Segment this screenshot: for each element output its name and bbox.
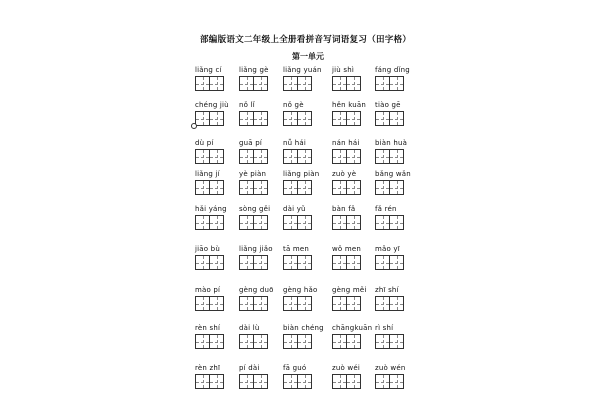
tianzige-cell[interactable]: [297, 76, 312, 91]
writing-box-group: [332, 215, 360, 230]
writing-box-group: [239, 374, 267, 389]
pinyin-label: rèn shí: [195, 324, 221, 332]
tianzige-cell[interactable]: [332, 215, 347, 230]
tianzige-cell[interactable]: [346, 180, 361, 195]
unit-title: 第一单元: [292, 51, 324, 61]
tianzige-cell[interactable]: [209, 374, 224, 389]
tianzige-cell[interactable]: [389, 215, 404, 230]
writing-box-group: [332, 149, 360, 164]
writing-box-group: [239, 111, 267, 126]
tianzige-cell[interactable]: [346, 296, 361, 311]
tianzige-cell[interactable]: [209, 255, 224, 270]
writing-box-group: [195, 76, 223, 91]
tianzige-cell[interactable]: [389, 76, 404, 91]
tianzige-cell[interactable]: [375, 76, 390, 91]
tianzige-cell[interactable]: [195, 76, 210, 91]
pinyin-label: nǚ hái: [283, 139, 306, 147]
tianzige-cell[interactable]: [253, 180, 268, 195]
tianzige-cell[interactable]: [346, 255, 361, 270]
tianzige-cell[interactable]: [283, 149, 298, 164]
tianzige-cell[interactable]: [209, 296, 224, 311]
writing-box-group: [375, 180, 403, 195]
writing-box-group: [283, 255, 311, 270]
tianzige-cell[interactable]: [375, 215, 390, 230]
writing-box-group: [375, 76, 403, 91]
tianzige-cell[interactable]: [253, 76, 268, 91]
tianzige-cell[interactable]: [195, 149, 210, 164]
tianzige-cell[interactable]: [195, 180, 210, 195]
pinyin-label: wǒ men: [332, 245, 361, 253]
tianzige-cell[interactable]: [195, 334, 210, 349]
tianzige-cell[interactable]: [283, 180, 298, 195]
tianzige-cell[interactable]: [195, 111, 210, 126]
tianzige-cell[interactable]: [209, 180, 224, 195]
tianzige-cell[interactable]: [239, 374, 254, 389]
tianzige-cell[interactable]: [253, 334, 268, 349]
tianzige-cell[interactable]: [375, 180, 390, 195]
tianzige-cell[interactable]: [239, 76, 254, 91]
tianzige-cell[interactable]: [283, 374, 298, 389]
writing-box-group: [195, 180, 223, 195]
tianzige-cell[interactable]: [375, 374, 390, 389]
tianzige-cell[interactable]: [332, 149, 347, 164]
pinyin-label: dù pí: [195, 139, 214, 147]
pinyin-label: mǎo yī: [375, 245, 400, 253]
writing-box-group: [375, 149, 403, 164]
tianzige-cell[interactable]: [195, 215, 210, 230]
tianzige-cell[interactable]: [283, 76, 298, 91]
tianzige-cell[interactable]: [239, 334, 254, 349]
writing-box-group: [375, 334, 403, 349]
writing-box-group: [195, 374, 223, 389]
writing-box-group: [239, 296, 267, 311]
tianzige-cell[interactable]: [239, 111, 254, 126]
tianzige-cell[interactable]: [346, 334, 361, 349]
writing-box-group: [375, 374, 403, 389]
pinyin-label: zuò wéi: [332, 364, 360, 372]
writing-box-group: [283, 296, 311, 311]
writing-box-group: [332, 296, 360, 311]
tianzige-cell[interactable]: [209, 215, 224, 230]
tianzige-cell[interactable]: [375, 255, 390, 270]
tianzige-cell[interactable]: [283, 296, 298, 311]
pinyin-label: chéng jiù: [195, 101, 229, 109]
tianzige-cell[interactable]: [332, 334, 347, 349]
writing-box-group: [195, 149, 223, 164]
tianzige-cell[interactable]: [346, 374, 361, 389]
writing-box-group: [195, 296, 223, 311]
tianzige-cell[interactable]: [195, 255, 210, 270]
tianzige-cell[interactable]: [389, 334, 404, 349]
pinyin-label: jiāo bù: [195, 245, 220, 253]
tianzige-cell[interactable]: [253, 296, 268, 311]
tianzige-cell[interactable]: [375, 296, 390, 311]
pinyin-label: liǎng piàn: [283, 170, 320, 178]
pinyin-label: yè piàn: [239, 170, 267, 178]
writing-box-group: [332, 334, 360, 349]
pinyin-label: nǒ lǐ: [239, 101, 255, 109]
tianzige-cell[interactable]: [332, 180, 347, 195]
writing-box-group: [195, 255, 223, 270]
pinyin-label: tiào gē: [375, 101, 401, 109]
tianzige-cell[interactable]: [346, 215, 361, 230]
tianzige-cell[interactable]: [389, 374, 404, 389]
writing-box-group: [375, 215, 403, 230]
tianzige-cell[interactable]: [209, 149, 224, 164]
pinyin-label: zhī shí: [375, 286, 399, 294]
tianzige-cell[interactable]: [283, 215, 298, 230]
writing-box-group: [332, 76, 360, 91]
writing-box-group: [195, 215, 223, 230]
tianzige-cell[interactable]: [297, 111, 312, 126]
writing-box-group: [195, 111, 223, 126]
tianzige-cell[interactable]: [332, 76, 347, 91]
pinyin-label: liǎng cí: [195, 66, 222, 74]
pinyin-label: zuò wén: [375, 364, 406, 372]
writing-box-group: [283, 149, 311, 164]
writing-box-group: [283, 76, 311, 91]
tianzige-cell[interactable]: [375, 111, 390, 126]
pinyin-label: sòng gěi: [239, 205, 271, 213]
tianzige-cell[interactable]: [346, 76, 361, 91]
tianzige-cell[interactable]: [389, 149, 404, 164]
pinyin-label: chāngkuān: [332, 324, 373, 332]
tianzige-cell[interactable]: [253, 111, 268, 126]
pinyin-label: nán hái: [332, 139, 360, 147]
tianzige-cell[interactable]: [297, 296, 312, 311]
tianzige-cell[interactable]: [332, 374, 347, 389]
tianzige-cell[interactable]: [239, 149, 254, 164]
tianzige-cell[interactable]: [209, 76, 224, 91]
tianzige-cell[interactable]: [239, 180, 254, 195]
writing-box-group: [332, 180, 360, 195]
pinyin-label: guā pí: [239, 139, 262, 147]
tianzige-cell[interactable]: [283, 111, 298, 126]
pinyin-label: tā men: [283, 245, 310, 253]
tianzige-cell[interactable]: [332, 296, 347, 311]
writing-box-group: [239, 215, 267, 230]
pinyin-label: mào pí: [195, 286, 221, 294]
tianzige-cell[interactable]: [297, 180, 312, 195]
tianzige-cell[interactable]: [253, 374, 268, 389]
tianzige-cell[interactable]: [195, 374, 210, 389]
pinyin-label: gèng měi: [332, 286, 367, 294]
tianzige-cell[interactable]: [283, 334, 298, 349]
tianzige-cell[interactable]: [253, 149, 268, 164]
tianzige-cell[interactable]: [346, 111, 361, 126]
pinyin-label: zuò yè: [332, 170, 357, 178]
tianzige-cell[interactable]: [195, 296, 210, 311]
tianzige-cell[interactable]: [283, 255, 298, 270]
pinyin-label: hǎi yáng: [195, 205, 227, 213]
pinyin-label: hěn kuān: [332, 101, 367, 109]
pinyin-label: bǎng wǎn: [375, 170, 411, 178]
writing-box-group: [195, 334, 223, 349]
writing-box-group: [239, 180, 267, 195]
tianzige-cell[interactable]: [389, 255, 404, 270]
pinyin-label: fáng dǐng: [375, 66, 410, 74]
pinyin-label: fǎ rén: [375, 205, 397, 213]
writing-box-group: [332, 111, 360, 126]
tianzige-cell[interactable]: [297, 334, 312, 349]
tianzige-cell[interactable]: [239, 215, 254, 230]
tianzige-cell[interactable]: [239, 255, 254, 270]
pinyin-label: liǎng jí: [195, 170, 220, 178]
pinyin-label: liǎng gè: [239, 66, 269, 74]
pinyin-label: dài lù: [239, 324, 260, 332]
writing-box-group: [283, 374, 311, 389]
pinyin-label: dài yǔ: [283, 205, 306, 213]
tianzige-cell[interactable]: [389, 296, 404, 311]
pinyin-label: rì shí: [375, 324, 394, 332]
tianzige-cell[interactable]: [332, 255, 347, 270]
pinyin-label: jiù shì: [332, 66, 354, 74]
pinyin-label: biàn huà: [375, 139, 408, 147]
writing-box-group: [375, 111, 403, 126]
tianzige-cell[interactable]: [253, 255, 268, 270]
tianzige-cell[interactable]: [346, 149, 361, 164]
writing-box-group: [375, 255, 403, 270]
tianzige-cell[interactable]: [389, 180, 404, 195]
tianzige-cell[interactable]: [297, 255, 312, 270]
pinyin-label: liǎng yuán: [283, 66, 322, 74]
tianzige-cell[interactable]: [253, 215, 268, 230]
exercise-row: [195, 364, 425, 414]
pinyin-label: gèng duō: [239, 286, 274, 294]
document-title: 部编版语文二年级上全册看拼音写词语复习（田字格）: [200, 35, 412, 45]
writing-box-group: [239, 334, 267, 349]
writing-box-group: [239, 255, 267, 270]
writing-box-group: [332, 374, 360, 389]
writing-box-group: [283, 111, 311, 126]
tianzige-cell[interactable]: [209, 111, 224, 126]
pinyin-label: biàn chéng: [283, 324, 324, 332]
writing-box-group: [239, 149, 267, 164]
margin-marker: [191, 123, 197, 129]
writing-box-group: [375, 296, 403, 311]
writing-box-group: [283, 180, 311, 195]
tianzige-cell[interactable]: [375, 149, 390, 164]
tianzige-cell[interactable]: [375, 334, 390, 349]
pinyin-label: liǎng jiǎo: [239, 245, 273, 253]
tianzige-cell[interactable]: [389, 111, 404, 126]
writing-box-group: [283, 215, 311, 230]
tianzige-cell[interactable]: [209, 334, 224, 349]
pinyin-label: rèn zhī: [195, 364, 221, 372]
tianzige-cell[interactable]: [297, 215, 312, 230]
pinyin-label: pí dài: [239, 364, 260, 372]
tianzige-cell[interactable]: [297, 374, 312, 389]
pinyin-label: fā guó: [283, 364, 307, 372]
tianzige-cell[interactable]: [332, 111, 347, 126]
pinyin-label: bàn fǎ: [332, 205, 356, 213]
writing-box-group: [332, 255, 360, 270]
tianzige-cell[interactable]: [297, 149, 312, 164]
writing-box-group: [239, 76, 267, 91]
tianzige-cell[interactable]: [239, 296, 254, 311]
pinyin-label: gèng hǎo: [283, 286, 318, 294]
pinyin-label: nǒ gè: [283, 101, 304, 109]
writing-box-group: [283, 334, 311, 349]
